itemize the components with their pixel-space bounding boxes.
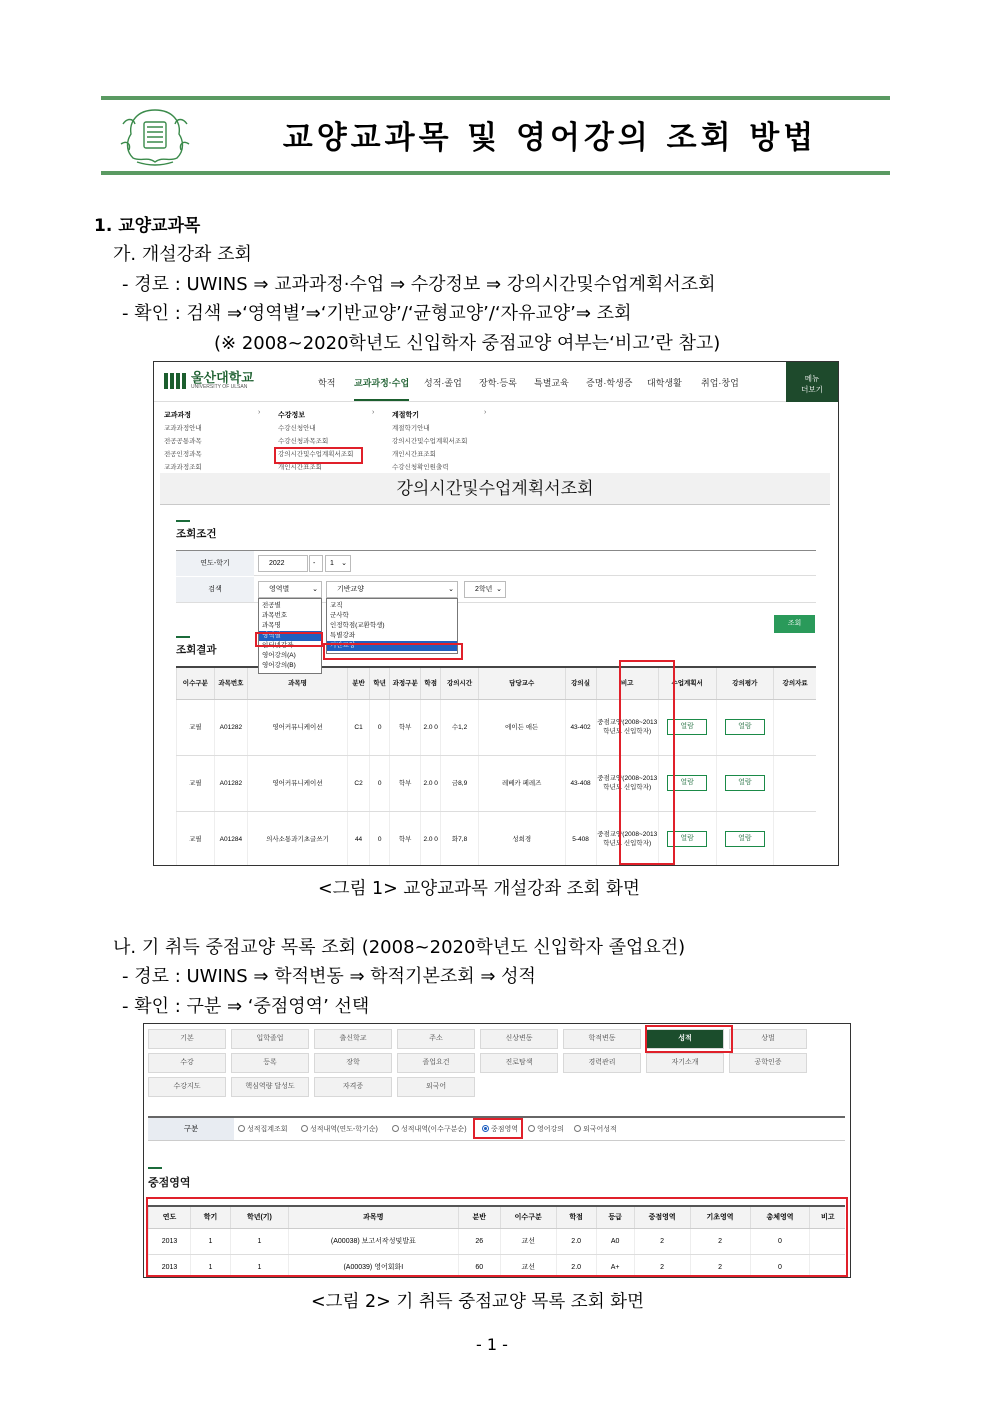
core-area-title: 중점영역 [148, 1177, 191, 1189]
remarks-text: 중점교양(2008~2013학년도 신입학자) [597, 719, 658, 735]
record-tab[interactable]: 핵심역량 달성도 [231, 1077, 309, 1097]
term-value: 1 [330, 560, 334, 567]
radio-grade-by-term[interactable] [301, 1124, 378, 1134]
route-a: - 경로 : UWINS ⇒ 교과과정·수업 ⇒ 수강정보 ⇒ 강의시간및수업계획서조회 [122, 274, 716, 295]
subsection-b: 나. 기 취득 중점교양 목록 조회 (2008~2020학년도 신입학자 졸업요건) [113, 937, 686, 958]
radio-dot-icon [528, 1125, 535, 1132]
table-cell [347, 699, 369, 755]
record-tab[interactable]: 학적변동 [563, 1029, 641, 1049]
figure-caption-1: <그림 1> 교양교과목 개설강좌 조회 화면 [318, 879, 640, 899]
mega-link[interactable]: 교과과정안내 [164, 425, 202, 432]
table-cell: 2 [634, 1254, 690, 1278]
radio-dot-icon [574, 1125, 581, 1132]
cell-text: 43-408 [570, 779, 591, 787]
column-header: 과목명 [288, 1206, 458, 1228]
table-cell [177, 699, 215, 755]
table-cell: 1 [230, 1254, 288, 1278]
syllabus-view-button[interactable]: 열람 [667, 831, 707, 847]
table-cell: A+ [596, 1254, 634, 1278]
column-header: 이수구분 [500, 1206, 556, 1228]
cell-text: 영어커뮤니케이션 [272, 779, 323, 787]
screenshot-core-liberal [143, 1023, 851, 1278]
cell-text: 학부 [398, 835, 412, 843]
column-header: 학점 [421, 667, 441, 699]
note-a: (※ 2008~2020학년도 신입학자 중점교양 여부는‘비고’란 참고) [214, 333, 721, 354]
cell-text: A01282 [219, 779, 243, 787]
record-tab[interactable]: 경력관리 [563, 1053, 641, 1073]
dash: - [313, 560, 316, 567]
brand-subtitle: UNIVERSITY OF ULSAN [191, 384, 248, 390]
radio-foreign-language[interactable] [574, 1124, 617, 1134]
brand-logo[interactable] [164, 372, 254, 390]
table-cell [441, 699, 479, 755]
chevron-down-icon: ⌄ [448, 586, 454, 593]
table-cell: 2 [690, 1254, 750, 1278]
page-number: - 1 - [476, 1335, 508, 1354]
cell-text: 수1,2 [451, 723, 468, 731]
section-marker [176, 636, 190, 638]
figure-caption-2: <그림 2> 기 취득 중점교양 목록 조회 화면 [311, 1292, 644, 1312]
table-cell [177, 811, 215, 866]
highlight-remarks-column [619, 660, 675, 865]
mega-link[interactable]: 수강신청안내 [278, 425, 316, 432]
cell-text: 의사소통과기초글쓰기 [266, 835, 329, 843]
dropdown-option[interactable]: 특별강좌 [330, 632, 356, 639]
more-label: 더보기 [801, 385, 823, 394]
table-cell: 26 [458, 1228, 500, 1254]
record-tab[interactable]: 공학인증 [729, 1053, 807, 1073]
radio-label: 외국어성적 [583, 1126, 617, 1133]
column-header: 수업계획서 [658, 667, 716, 699]
column-header: 강의시간 [441, 667, 479, 699]
column-header: 학년(기) [230, 1206, 288, 1228]
table-cell [248, 755, 348, 811]
cell-text: C1 [354, 723, 363, 731]
cell-text: A01282 [219, 723, 243, 731]
mega-link[interactable]: 수강신청확인원출력 [392, 464, 449, 471]
mega-heading: 수강정보 [278, 412, 306, 419]
table-cell [716, 755, 774, 811]
table-cell [370, 811, 390, 866]
table-cell: 1 [230, 1228, 288, 1254]
record-tab[interactable]: 성적 [646, 1029, 724, 1049]
page-title: 교양교과목 및 영어강의 조회 방법 [282, 120, 818, 156]
column-header: 분반 [458, 1206, 500, 1228]
cell-text: 레베카 페레즈 [501, 779, 542, 787]
header-top-rule [101, 96, 890, 100]
separator [309, 555, 323, 572]
table-cell [421, 699, 441, 755]
subsection-a: 가. 개설강좌 조회 [113, 244, 252, 265]
table-cell: 2.0 [556, 1228, 596, 1254]
area-select[interactable] [326, 581, 458, 598]
highlight-core-area-radio [473, 1118, 523, 1139]
radio-dot-icon [238, 1125, 245, 1132]
cell-text: 영어커뮤니케이션 [272, 723, 323, 731]
table-cell [214, 755, 247, 811]
table-cell [716, 811, 774, 866]
table-cell: 2013 [149, 1254, 191, 1278]
radio-grade-summary[interactable] [238, 1124, 288, 1134]
radio-label: 성적내역(연도-학기순) [310, 1126, 378, 1133]
cell-text: 교필 [189, 779, 202, 787]
remarks-text: 중점교양(2008~2013학년도 신입학자) [597, 831, 658, 847]
page-heading: 강의시간및수업계획서조회 [160, 473, 830, 505]
evaluation-view-button[interactable]: 열람 [725, 831, 765, 847]
route-b: - 경로 : UWINS ⇒ 학적변동 ⇒ 학적기본조회 ⇒ 성적 [122, 966, 536, 987]
cell-text: 0 [377, 723, 382, 731]
mega-column-registration [278, 409, 353, 474]
mega-heading: 교과과정 [164, 412, 192, 419]
university-emblem-icon [117, 104, 193, 168]
table-cell [390, 699, 421, 755]
table-cell: 1 [190, 1254, 230, 1278]
cell-text: 2.0 0 [423, 779, 438, 787]
table-cell: 0 [750, 1254, 810, 1278]
column-header: 비고 [810, 1206, 845, 1228]
table-cell [390, 755, 421, 811]
year-select[interactable] [258, 555, 308, 572]
record-tab[interactable]: 등록 [231, 1053, 309, 1073]
nav-item[interactable]: 특별교육 [534, 378, 569, 388]
mega-link[interactable]: 수강신청과목조회 [278, 438, 329, 445]
table-cell: A0 [596, 1228, 634, 1254]
table-cell [248, 811, 348, 866]
record-tab[interactable]: 수강지도 [148, 1077, 226, 1097]
result-title: 조회결과 [176, 644, 217, 656]
year-term-row [176, 550, 816, 576]
search-label: 검색 [176, 577, 254, 602]
table-row [177, 811, 817, 866]
table-cell [214, 811, 247, 866]
cell-text: A01284 [219, 835, 243, 843]
table-cell: (A00038) 보고서작성및발표 [288, 1228, 458, 1254]
dropdown-option-selected[interactable]: 기반교양 [327, 641, 457, 651]
term-select[interactable] [325, 555, 351, 572]
cell-text: 화7,8 [451, 835, 468, 843]
highlight-basic-liberal [323, 643, 463, 660]
table-row [177, 755, 817, 811]
mega-column-seasonal [392, 409, 467, 474]
table-cell [390, 811, 421, 866]
table-cell [565, 811, 596, 866]
mega-heading: 계절학기 [392, 412, 420, 419]
table-cell [248, 699, 348, 755]
mega-link[interactable]: 계절학기안내 [392, 425, 430, 432]
column-header: 과정구분 [390, 667, 421, 699]
table-cell [478, 755, 565, 811]
section-heading: 1. 교양교과목 [94, 216, 201, 236]
record-tab[interactable]: 수강 [148, 1053, 226, 1073]
cell-text: 5-408 [572, 835, 589, 843]
table-cell: (A00039) 영어회화I [288, 1254, 458, 1278]
cell-text: 에이든 애든 [505, 723, 539, 731]
search-button[interactable]: 조회 [774, 615, 815, 633]
radio-dot-icon [392, 1125, 399, 1132]
table-cell: 2013 [149, 1228, 191, 1254]
radio-label: 중점영역 [491, 1126, 519, 1133]
category-label: 구분 [148, 1118, 234, 1140]
section-marker [148, 1167, 162, 1169]
table-cell [441, 811, 479, 866]
syllabus-view-button[interactable]: 열람 [667, 775, 707, 791]
year-term-label: 연도-학기 [176, 551, 254, 576]
mega-column-curriculum [164, 409, 202, 474]
table-cell [347, 755, 369, 811]
cell-text: 성희경 [512, 835, 532, 843]
table-cell: 교선 [500, 1254, 556, 1278]
table-cell [421, 755, 441, 811]
cell-text: C2 [354, 779, 363, 787]
column-header: 학점 [556, 1206, 596, 1228]
table-cell: 교선 [500, 1228, 556, 1254]
cell-text: 학부 [398, 779, 412, 787]
chevron-down-icon: ⌄ [496, 586, 502, 593]
nav-item[interactable]: 학적 [318, 378, 336, 388]
dropdown-option[interactable]: 전공별 [262, 602, 281, 609]
radio-grade-by-type[interactable] [392, 1124, 467, 1134]
record-tab[interactable]: 장학 [314, 1053, 392, 1073]
table-cell [774, 699, 816, 755]
table-cell [716, 699, 774, 755]
mega-link[interactable]: 강의시간및수업계획서조회 [392, 438, 468, 445]
chevron-right-icon: › [484, 409, 487, 416]
dropdown-option[interactable]: 군사학 [330, 612, 349, 619]
table-cell [478, 811, 565, 866]
dropdown-option[interactable]: 과목명 [262, 622, 281, 629]
table-cell: 2 [690, 1228, 750, 1254]
column-header: 총체영역 [750, 1206, 810, 1228]
radio-label: 성적내역(이수구분순) [401, 1126, 467, 1133]
column-header: 등급 [596, 1206, 634, 1228]
cell-text: 금8,9 [451, 779, 468, 787]
cell-text: 2.0 0 [423, 723, 438, 731]
cell-text: 교필 [189, 835, 202, 843]
chevron-down-icon: ⌄ [341, 560, 347, 567]
cell-text: 교필 [189, 723, 202, 731]
table-cell [347, 811, 369, 866]
brand-name: 울산대학교 [191, 370, 254, 385]
record-tab[interactable]: 졸업요건 [397, 1053, 475, 1073]
radio-label: 영어강의 [537, 1126, 565, 1133]
cell-text: 0 [377, 835, 382, 843]
column-header: 기초영역 [690, 1206, 750, 1228]
header-bottom-rule [101, 171, 890, 175]
cell-text: 학부 [398, 723, 412, 731]
record-tab[interactable]: 자기소개 [646, 1053, 724, 1073]
query-condition-title: 조회조건 [176, 528, 217, 540]
cell-text: 44 [354, 835, 363, 843]
dropdown-option[interactable]: 인정학점(교환학생) [330, 622, 385, 629]
highlight-area-option [255, 632, 323, 647]
radio-english-lecture[interactable] [528, 1124, 564, 1134]
table-cell: 2.0 [556, 1254, 596, 1278]
table-cell [214, 699, 247, 755]
radio-dot-icon [301, 1125, 308, 1132]
column-header: 분반 [347, 667, 369, 699]
grade-value: 2학년 [475, 586, 493, 593]
record-tab[interactable]: 자격증 [314, 1077, 392, 1097]
cell-text: 43-402 [570, 723, 591, 731]
column-header: 담당교수 [478, 667, 565, 699]
table-cell [421, 811, 441, 866]
search-type-value: 영역별 [269, 586, 290, 593]
highlight-grades-tab [645, 1025, 733, 1053]
column-header: 강의자료 [774, 667, 816, 699]
record-tab[interactable]: 출신학교 [314, 1029, 392, 1049]
column-header: 과목명 [248, 667, 348, 699]
chevron-right-icon: › [258, 409, 261, 416]
column-header: 과목번호 [214, 667, 247, 699]
evaluation-view-button[interactable]: 열람 [725, 775, 765, 791]
nav-item[interactable]: 장학·등록 [479, 378, 517, 388]
table-cell: 1 [190, 1228, 230, 1254]
column-header: 학기 [190, 1206, 230, 1228]
table-cell [370, 699, 390, 755]
radio-label: 성적집계조회 [247, 1126, 288, 1133]
portal-top-bar [154, 362, 838, 402]
record-tab[interactable]: 진로탐색 [480, 1053, 558, 1073]
mega-link-syllabus[interactable]: 강의시간및수업계획서조회 [278, 451, 354, 458]
column-header: 이수구분 [177, 667, 215, 699]
record-tab[interactable]: 기본 [148, 1029, 226, 1049]
course-result-table [176, 666, 816, 866]
table-cell [565, 755, 596, 811]
menu-label: 메뉴 [804, 374, 820, 383]
cell-text: 2.0 0 [423, 835, 438, 843]
column-header: 비고 [596, 667, 658, 699]
mega-link[interactable]: 개인시간표조회 [392, 451, 436, 458]
syllabus-view-button[interactable]: 열람 [667, 719, 707, 735]
table-row [177, 699, 817, 755]
chevron-right-icon: › [372, 409, 375, 416]
table-cell [565, 699, 596, 755]
nav-item[interactable]: 취업·창업 [701, 378, 739, 388]
cell-text: 0 [377, 779, 382, 787]
nav-item[interactable]: 증명·학생증 [586, 378, 633, 388]
table-cell: 2 [634, 1228, 690, 1254]
nav-item[interactable]: 대학생활 [647, 378, 682, 388]
area-value: 기반교양 [337, 586, 365, 593]
column-header: 중점영역 [634, 1206, 690, 1228]
dropdown-option[interactable]: 교직 [330, 602, 343, 609]
dropdown-option[interactable]: 영어강의(A) [262, 652, 296, 659]
table-cell [370, 755, 390, 811]
more-menu-button[interactable] [786, 362, 838, 402]
highlight-syllabus-menu [274, 447, 363, 464]
nav-item[interactable]: 성적·졸업 [424, 378, 462, 388]
dropdown-option[interactable]: 영어강의(B) [262, 662, 296, 669]
remarks-text: 중점교양(2008~2013학년도 신입학자) [597, 775, 658, 791]
grade-select[interactable] [464, 581, 506, 598]
mega-link[interactable]: 전공공통과목 [164, 438, 202, 445]
section-marker [176, 520, 190, 522]
check-b: - 확인 : 구분 ⇒ ‘중점영역’ 선택 [122, 996, 370, 1017]
column-header: 학년 [370, 667, 390, 699]
column-header: 강의평가 [716, 667, 774, 699]
dropdown-option[interactable]: 인터넷강좌 [262, 642, 294, 649]
year-value: 2022 [269, 560, 285, 567]
mega-link[interactable]: 전공인정과목 [164, 451, 202, 458]
table-cell [774, 811, 816, 866]
table-cell [478, 699, 565, 755]
check-a: - 확인 : 검색 ⇒‘영역별’⇒‘기반교양’/‘균형교양’/‘자유교양’⇒ 조회 [122, 303, 632, 324]
record-tab[interactable]: 신상변동 [480, 1029, 558, 1049]
table-cell: 60 [458, 1254, 500, 1278]
mega-link[interactable]: 개인시간표조회 [278, 464, 322, 471]
record-tab[interactable]: 상벌 [729, 1029, 807, 1049]
dropdown-option[interactable]: 과목번호 [262, 612, 288, 619]
table-cell [441, 755, 479, 811]
search-type-select[interactable] [258, 581, 322, 598]
table-cell [774, 755, 816, 811]
record-tab[interactable]: 주소 [397, 1029, 475, 1049]
chevron-down-icon: ⌄ [312, 586, 318, 593]
highlight-core-area-table [146, 1197, 848, 1277]
table-cell [177, 755, 215, 811]
nav-item-active[interactable]: 교과과정·수업 [354, 376, 409, 401]
record-tab[interactable]: 입학졸업 [231, 1029, 309, 1049]
dropdown-option-selected[interactable]: 영역별 [259, 631, 321, 641]
column-header: 연도 [149, 1206, 191, 1228]
column-header: 강의실 [565, 667, 596, 699]
record-tab[interactable]: 외국어 [397, 1077, 475, 1097]
table-cell: 0 [750, 1228, 810, 1254]
evaluation-view-button[interactable]: 열람 [725, 719, 765, 735]
mega-link[interactable]: 교과과정조회 [164, 464, 202, 471]
screenshot-course-search [153, 361, 839, 866]
